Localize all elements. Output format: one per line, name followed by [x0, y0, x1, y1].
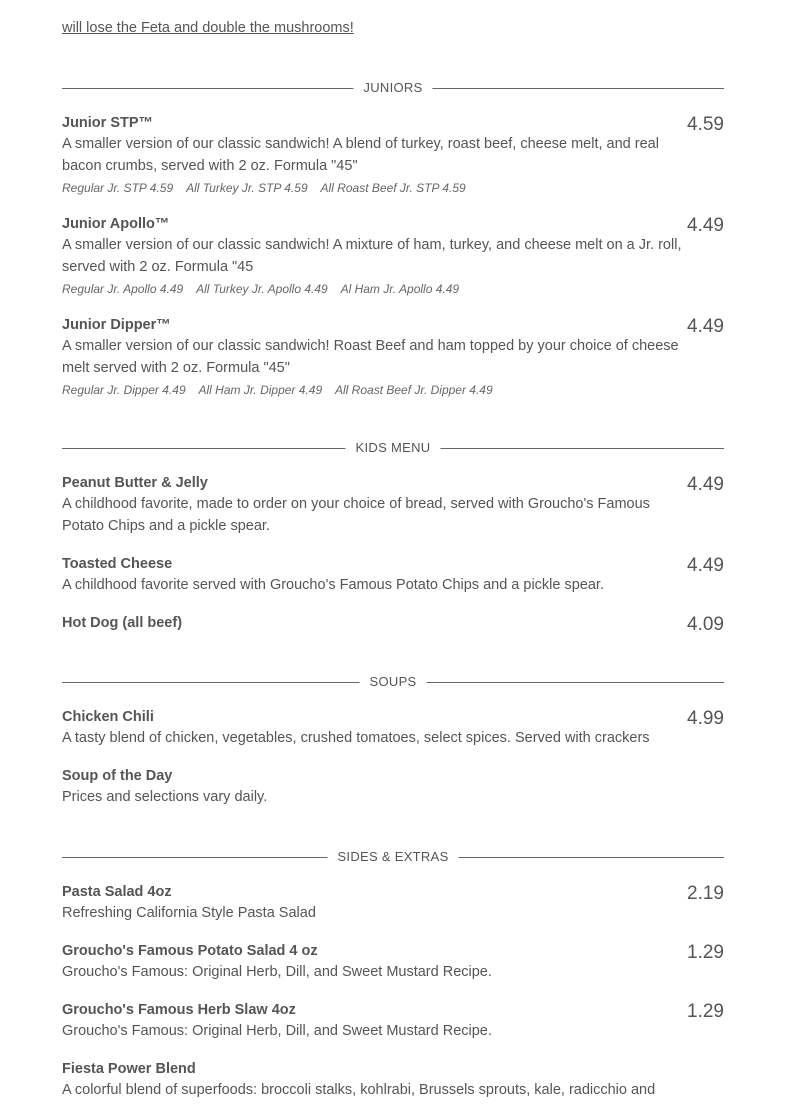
item-name: Fiesta Power Blend — [62, 1061, 196, 1077]
menu-item[interactable] — [62, 554, 724, 596]
menu-item[interactable] — [62, 473, 724, 537]
variant: All Turkey Jr. Apollo 4.49 — [196, 282, 328, 296]
item-description: A tasty blend of chicken, vegetables, crushed tomatoes, select spices. Served with crackers — [62, 730, 650, 746]
item-variants — [62, 381, 682, 399]
item-name: Junior Apollo™ — [62, 216, 170, 232]
item-price: 1.29 — [687, 942, 724, 963]
item-price: 1.29 — [687, 1001, 724, 1022]
item-name: Soup of the Day — [62, 768, 173, 784]
variant: Al Ham Jr. Apollo 4.49 — [340, 282, 460, 296]
menu-item[interactable] — [62, 613, 724, 633]
menu-item[interactable] — [62, 882, 724, 924]
item-description: A colorful blend of superfoods: broccoli stalks, kohlrabi, Brussels sprouts, kale, radicchio and — [62, 1082, 656, 1098]
section-sides-extras — [62, 850, 724, 1101]
section-title: SIDES & EXTRAS — [327, 850, 458, 864]
item-name: Groucho's Famous Herb Slaw 4oz — [62, 1002, 296, 1018]
menu-item[interactable] — [62, 707, 724, 749]
item-name: Peanut Butter & Jelly — [62, 475, 208, 491]
section-header — [62, 81, 724, 95]
variant: All Roast Beef Jr. Dipper 4.49 — [335, 383, 493, 397]
menu-item[interactable] — [62, 113, 724, 197]
item-price: 4.49 — [687, 215, 724, 236]
menu-content — [62, 0, 724, 1118]
item-description: A smaller version of our classic sandwich! Roast Beef and ham topped by your choice of cheese melt served with 2 oz. Formula "45" — [62, 338, 679, 376]
item-variants — [62, 280, 682, 298]
intro-link[interactable]: will lose the Feta and double the mushrooms! — [62, 20, 354, 36]
variant: All Ham Jr. Dipper 4.49 — [198, 383, 323, 397]
variant: All Roast Beef Jr. STP 4.59 — [320, 181, 466, 195]
menu-item[interactable] — [62, 941, 724, 983]
item-description: A smaller version of our classic sandwich! A mixture of ham, turkey, and cheese melt on a Jr. roll, served with 2 oz. Formula "45 — [62, 237, 682, 275]
item-name: Pasta Salad 4oz — [62, 884, 172, 900]
item-name: Groucho's Famous Potato Salad 4 oz — [62, 943, 318, 959]
item-variants — [62, 179, 682, 197]
item-description: Prices and selections vary daily. — [62, 789, 268, 805]
section-title: JUNIORS — [353, 81, 432, 95]
variant: All Turkey Jr. STP 4.59 — [186, 181, 308, 195]
item-price: 4.09 — [687, 614, 724, 635]
section-header — [62, 441, 724, 455]
section-soups — [62, 675, 724, 808]
item-name: Junior STP™ — [62, 115, 154, 131]
item-description: Groucho's Famous: Original Herb, Dill, and Sweet Mustard Recipe. — [62, 1023, 492, 1039]
item-description: Groucho's Famous: Original Herb, Dill, and Sweet Mustard Recipe. — [62, 964, 492, 980]
section-title: SOUPS — [359, 675, 426, 689]
item-name: Hot Dog (all beef) — [62, 615, 183, 631]
item-name: Chicken Chili — [62, 709, 154, 725]
item-price: 4.49 — [687, 474, 724, 495]
intro-line-partial — [62, 0, 724, 17]
section-header — [62, 850, 724, 864]
item-price: 4.99 — [687, 708, 724, 729]
variant: Regular Jr. STP 4.59 — [62, 181, 174, 195]
section-header — [62, 675, 724, 689]
section-juniors — [62, 81, 724, 399]
intro-text — [62, 0, 724, 39]
item-description: A smaller version of our classic sandwich! A blend of turkey, roast beef, cheese melt, and real bacon crumbs, served with 2 oz. Formula "45" — [62, 136, 659, 174]
item-description: A childhood favorite, made to order on your choice of bread, served with Groucho's Famous Potato Chips and a pickle spear. — [62, 496, 650, 534]
item-price: 4.49 — [687, 555, 724, 576]
menu-item[interactable] — [62, 214, 724, 298]
section-title: KIDS MENU — [346, 441, 441, 455]
item-price: 2.19 — [687, 883, 724, 904]
menu-item[interactable] — [62, 1000, 724, 1042]
item-name: Toasted Cheese — [62, 556, 173, 572]
section-kids-menu — [62, 441, 724, 633]
item-description: A childhood favorite served with Groucho's Famous Potato Chips and a pickle spear. — [62, 577, 604, 593]
variant: Regular Jr. Apollo 4.49 — [62, 282, 184, 296]
variant: Regular Jr. Dipper 4.49 — [62, 383, 186, 397]
item-description: Refreshing California Style Pasta Salad — [62, 905, 316, 921]
menu-item[interactable] — [62, 1059, 724, 1101]
item-price: 4.59 — [687, 114, 724, 135]
item-name: Junior Dipper™ — [62, 317, 171, 333]
menu-item[interactable] — [62, 766, 724, 808]
menu-item[interactable] — [62, 315, 724, 399]
item-price: 4.49 — [687, 316, 724, 337]
